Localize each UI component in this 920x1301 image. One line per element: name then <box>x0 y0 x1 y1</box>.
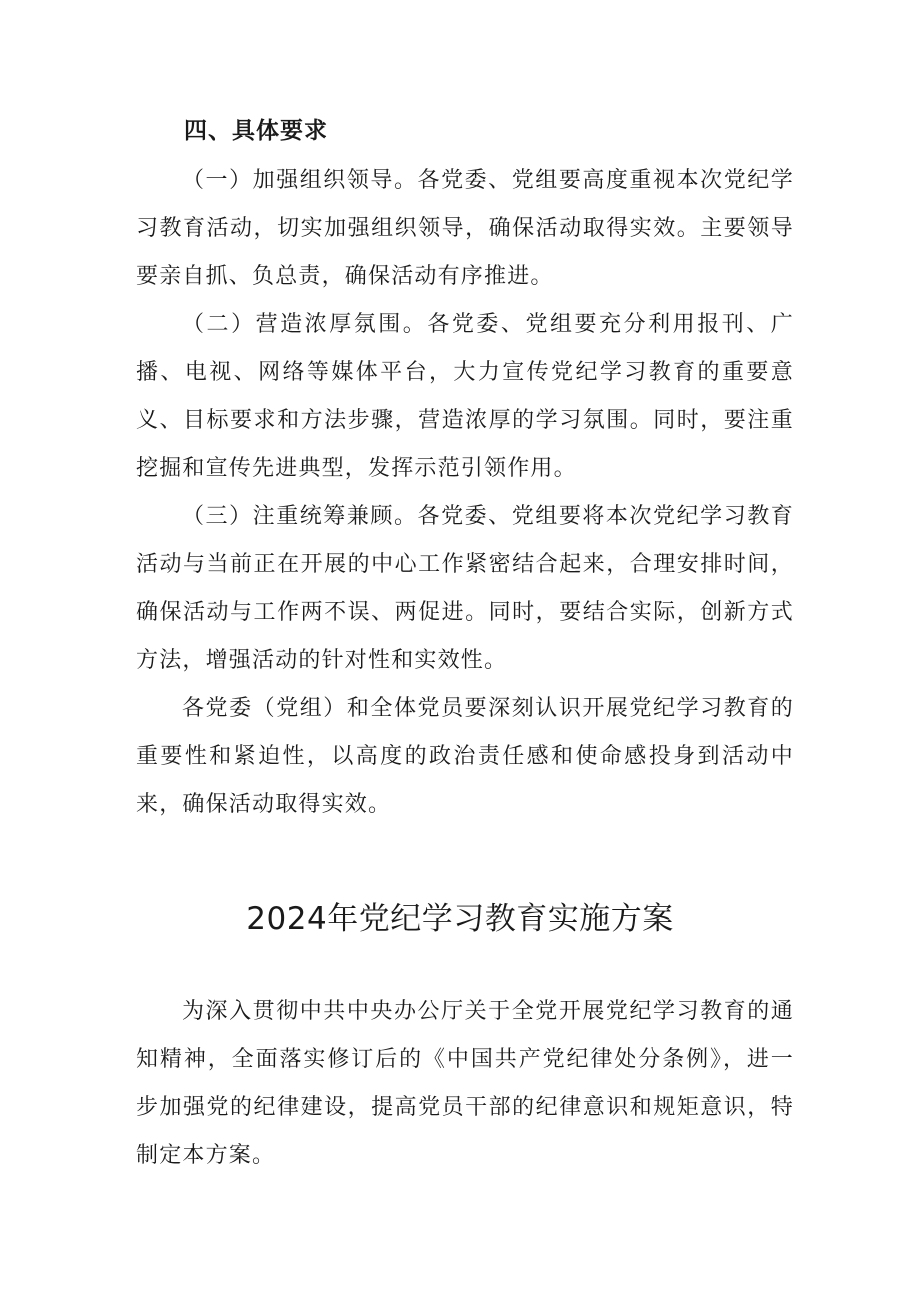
document-title: 2024年党纪学习教育实施方案 <box>246 901 674 937</box>
closing-paragraph: 各党委（党组）和全体党员要深刻认识开展党纪学习教育的重要性和紧迫性，以高度的政治责任感和使命感投身到活动中来，确保活动取得实效。 <box>136 696 794 817</box>
intro-paragraph: 为深入贯彻中共中央办公厅关于全党开展党纪学习教育的通知精神，全面落实修订后的《中国共产党纪律处分条例》，进一步加强党的纪律建设，提高党员干部的纪律意识和规矩意识，特制定本方案。 <box>136 999 794 1168</box>
requirement-paragraph-1: （一）加强组织领导。各党委、党组要高度重视本次党纪学习教育活动，切实加强组织领导，确保活动取得实效。主要领导要亲自抓、负总责，确保活动有序推进。 <box>136 168 794 289</box>
section-heading: 四、具体要求 <box>184 117 328 144</box>
requirement-paragraph-2: （二）营造浓厚氛围。各党委、党组要充分利用报刊、广播、电视、网络等媒体平台，大力宣传党纪学习教育的重要意义、目标要求和方法步骤，营造浓厚的学习氛围。同时，要注重挖掘和宣传先进典型，发挥示范引领作用。 <box>136 312 794 481</box>
requirement-paragraph-3: （三）注重统筹兼顾。各党委、党组要将本次党纪学习教育活动与当前正在开展的中心工作紧密结合起来，合理安排时间，确保活动与工作两不误、两促进。同时，要结合实际，创新方式方法，增强活动的针对性和实效性。 <box>136 504 794 673</box>
